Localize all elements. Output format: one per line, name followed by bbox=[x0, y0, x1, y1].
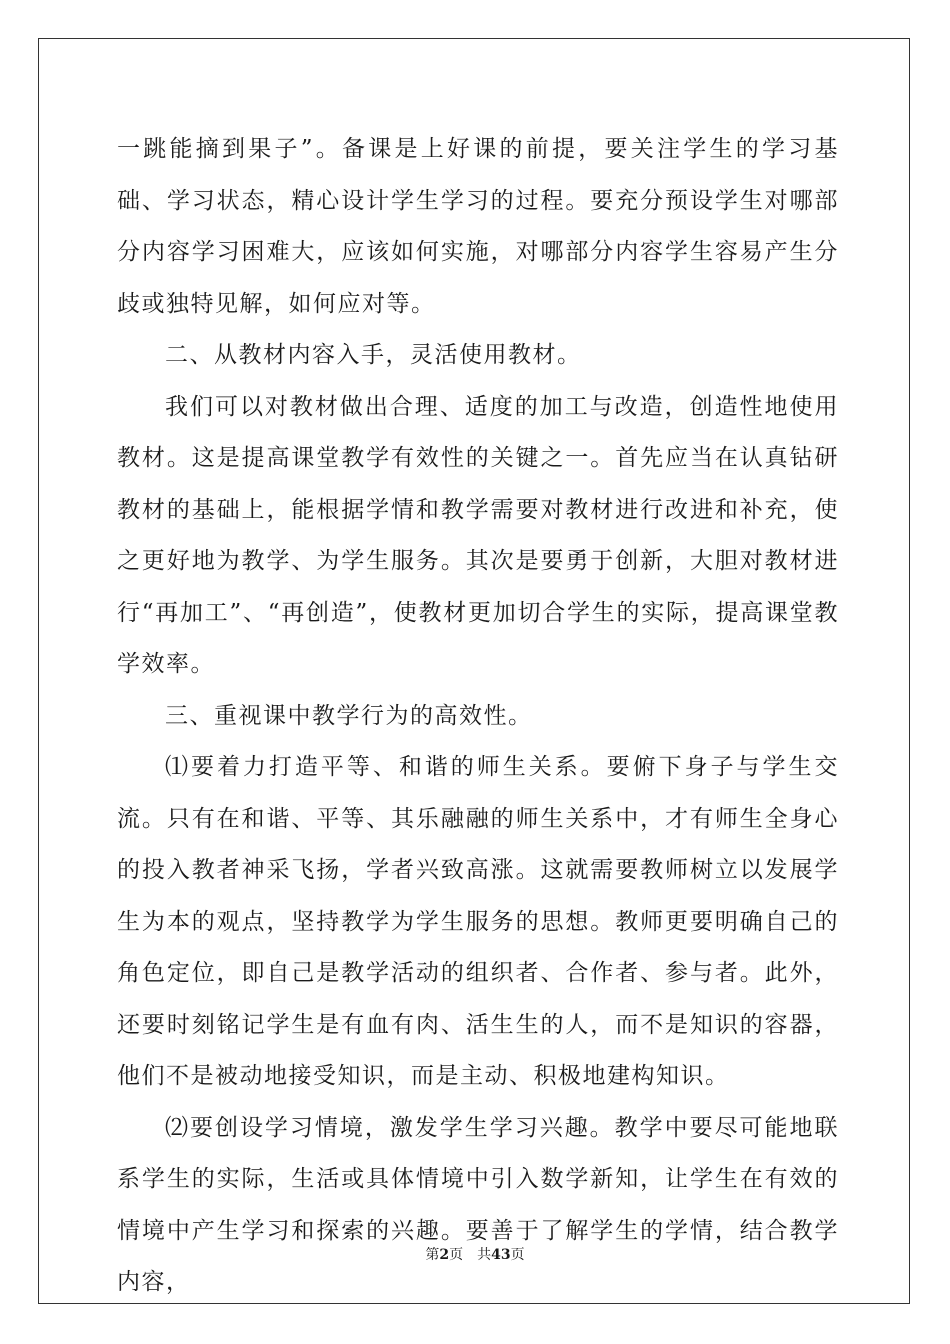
page-total: 43 bbox=[491, 1247, 511, 1263]
section-heading-2: 二、从教材内容入手，灵活使用教材。 bbox=[165, 342, 582, 368]
section-heading-3: 三、重视课中教学行为的高效性。 bbox=[165, 702, 533, 729]
document-body bbox=[117, 124, 839, 1309]
paragraph-1: 一跳能摘到果子”。备课是上好课的前提，要关注学生的学习基础、学习状态，精心设计学生学习的过程。要充分预设学生对哪部分内容学习困难大，应该如何实施，对哪部分内容学生容易产生分歧或独特见解，如何应对等。 bbox=[117, 136, 839, 317]
paragraph-6: ⑵要创设学习情境，激发学生学习兴趣。教学中要尽可能地联系学生的实际，生活或具体情境中引入数学新知，让学生在有效的情境中产生学习和探索的兴趣。要善于了解学生的学情，结合教学内容， bbox=[117, 1114, 839, 1295]
total-prefix: 共 bbox=[477, 1247, 492, 1263]
paragraph-3: 我们可以对教材做出合理、适度的加工与改造，创造性地使用教材。这是提高课堂教学有效性的关键之一。首先应当在认真钻研教材的基础上，能根据学情和教学需要对教材进行改进和补充，使之更好地为教学、为学生服务。其次是要勇于创新，大胆对教材进行“再加工”、“再创造”，使教材更加切合学生的实际，提高课堂教学效率。 bbox=[117, 393, 839, 677]
page-footer bbox=[0, 1244, 950, 1264]
page-current: 2 bbox=[439, 1247, 450, 1263]
total-suffix: 页 bbox=[510, 1247, 525, 1263]
page-prefix: 第 bbox=[425, 1247, 440, 1263]
page-suffix: 页 bbox=[449, 1247, 464, 1263]
paragraph-5: ⑴要着力打造平等、和谐的师生关系。要俯下身子与学生交流。只有在和谐、平等、其乐融融的师生关系中，才有师生全身心的投入教者神采飞扬，学者兴致高涨。这就需要教师树立以发展学生为本的观点，坚持教学为学生服务的思想。教师更要明确自己的角色定位，即自己是教学活动的组织者、合作者、参与者。此外，还要时刻铭记学生是有血有肉、活生生的人，而不是知识的容器，他们不是被动地接受知识，而是主动、积极地建构知识。 bbox=[117, 754, 839, 1089]
